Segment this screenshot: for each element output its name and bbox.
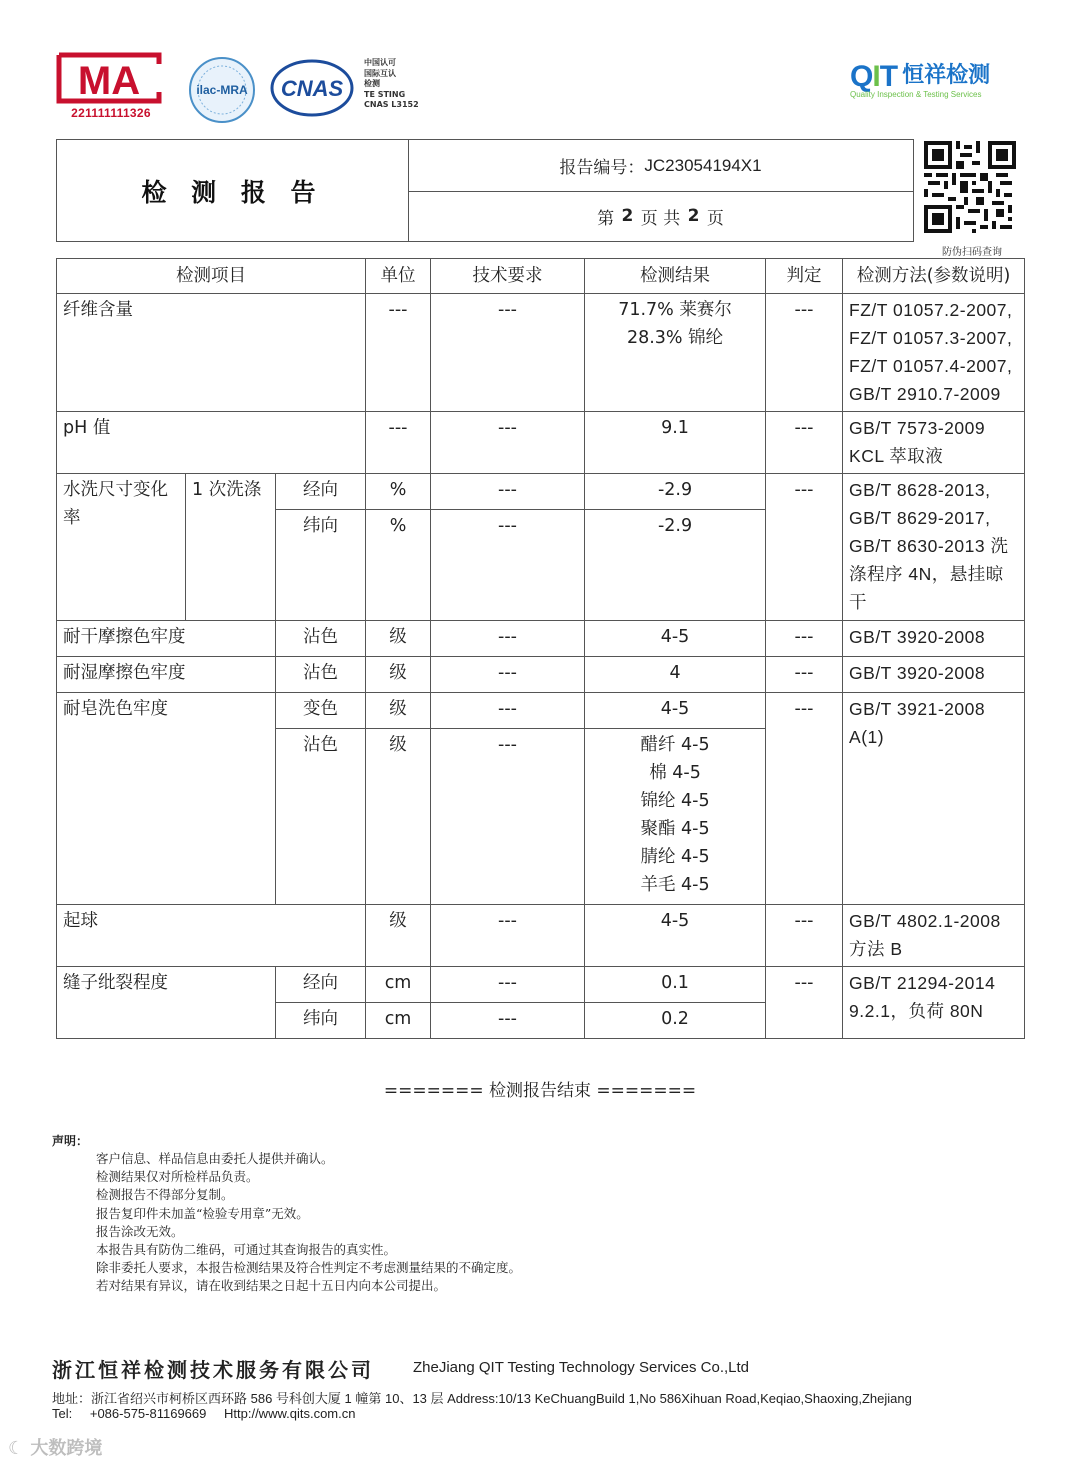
table-row: 纬向 % --- -2.9 xyxy=(57,510,1025,621)
table-row: 起球 级 --- 4-5 --- GB/T 4802.1-2008 方法 B xyxy=(57,905,1025,967)
declaration-line: 客户信息、样品信息由委托人提供并确认。 xyxy=(96,1151,334,1166)
declaration-line: 报告复印件未加盖“检验专用章”无效。 xyxy=(96,1205,309,1221)
item-name: 缝子纰裂程度 xyxy=(57,967,276,1039)
item-name: 耐干摩擦色牢度 xyxy=(57,621,276,657)
cnas-caption: 中国认可 国际互认 检测 TE STING CNAS L3152 xyxy=(364,58,419,109)
watermark: ☾ 大数跨境 xyxy=(8,1438,103,1459)
ilac-mra-logo xyxy=(188,56,256,124)
contact-row: Tel: +086-575-81169669 Http://www.qits.com.cn xyxy=(52,1406,356,1421)
report-number-row: 报告编号： JC23054194X1 xyxy=(408,140,913,192)
qit-brand: 恒祥检测 xyxy=(902,63,991,88)
declaration-title: 声明： xyxy=(52,1134,89,1148)
svg-text:CNAS: CNAS xyxy=(280,76,344,101)
method-cell: GB/T 4802.1-2008 方法 B xyxy=(843,905,1025,967)
cma-logo xyxy=(56,52,162,104)
table-row: 耐湿摩擦色牢度 沾色 级 --- 4 --- GB/T 3920-2008 xyxy=(57,657,1025,693)
declaration-line: 除非委托人要求，本报告检测结果及符合性判定不考虑测量结果的不确定度。 xyxy=(96,1260,522,1276)
header-method: 检测方法(参数说明) xyxy=(843,259,1025,294)
declaration-line: 若对结果有异议，请在收到结果之日起十五日内向本公司提出。 xyxy=(96,1278,447,1294)
test-results-table xyxy=(56,258,1025,1039)
item-name: 耐皂洗色牢度 xyxy=(57,693,276,905)
phone-number: +086-575-81169669 xyxy=(89,1406,207,1421)
header-verdict: 判定 xyxy=(766,259,843,294)
header-requirement: 技术要求 xyxy=(431,259,585,294)
declaration-line: 检测报告不得部分复制。 xyxy=(96,1187,234,1203)
declaration-line: 本报告具有防伪二维码，可通过其查询报告的真实性。 xyxy=(96,1242,397,1258)
table-row: 耐干摩擦色牢度 沾色 级 --- 4-5 --- GB/T 3920-2008 xyxy=(57,621,1025,657)
table-header xyxy=(57,259,1025,294)
method-cell: GB/T 7573-2009 KCL 萃取液 xyxy=(843,412,1025,474)
report-title-box xyxy=(56,139,914,242)
item-name: 水洗尺寸变化率 xyxy=(57,474,186,621)
result-cell: 71.7% 莱赛尔 28.3% 锦纶 xyxy=(585,294,766,412)
header-item: 检测项目 xyxy=(57,259,366,294)
item-name: 纤维含量 xyxy=(57,294,366,412)
method-cell: GB/T 8628-2013, GB/T 8629-2017, GB/T 8630-2013 洗 涤程序 4N，悬挂晾 干 xyxy=(843,474,1025,621)
declaration-line: 报告涂改无效。 xyxy=(96,1223,184,1239)
svg-text:MA: MA xyxy=(77,59,141,103)
qr-caption: 防伪扫码查询 xyxy=(942,247,1002,258)
watermark-icon: ☾ xyxy=(8,1438,25,1459)
report-end-marker: ======= 检测报告结束 ======= xyxy=(383,1081,697,1101)
result-cell: 醋纤 4-5 棉 4-5 锦纶 4-5 聚酯 4-5 腈纶 4-5 羊毛 4-5 xyxy=(585,729,766,905)
cnas-logo xyxy=(270,58,354,118)
qit-tagline: Quality Inspection & Testing Services xyxy=(850,90,982,99)
company-name-en: ZheJiang QIT Testing Technology Services Co.,Ltd xyxy=(413,1359,750,1376)
declaration-line: 检测结果仅对所检样品负责。 xyxy=(96,1169,259,1185)
cma-number: 221111111326 xyxy=(71,106,151,120)
item-name: pH 值 xyxy=(57,412,366,474)
company-name-cn: 浙江恒祥检测技术服务有限公司 xyxy=(52,1358,374,1382)
table-row: 纬向 cm --- 0.2 xyxy=(57,1003,1025,1039)
method-cell: GB/T 21294-2014 9.2.1，负荷 80N xyxy=(843,967,1025,1039)
table-row: 缝子纰裂程度 经向 cm --- 0.1 --- GB/T 21294-2014 9.2.1，负荷 80N xyxy=(57,967,1025,1003)
table-row: 纤维含量 --- --- 71.7% 莱赛尔 28.3% 锦纶 --- FZ/T 01057.2-2007, FZ/T 01057.3-2007, FZ/T 01057.4-2007, GB/T 2910.7-2009 xyxy=(57,294,1025,412)
report-number: JC23054194X1 xyxy=(644,155,762,175)
item-name: 起球 xyxy=(57,905,366,967)
wash-cycles: 1 次洗涤 xyxy=(186,474,276,621)
table-row: 水洗尺寸变化率 1 次洗涤 经向 % --- -2.9 --- GB/T 8628-2013, GB/T 8629-2017, GB/T 8630-2013 洗 涤程序 4N，悬挂晾 干 xyxy=(57,474,1025,510)
table-row: pH 值 --- --- 9.1 --- GB/T 7573-2009 KCL 萃取液 xyxy=(57,412,1025,474)
company-address: 地址：浙江省绍兴市柯桥区西环路 586 号科创大厦 1 幢第 10、13 层 Address:10/13 KeChuangBuild 1,No 586Xihuan Road,Keqiao,Shaoxing,Zhejiang xyxy=(52,1391,912,1406)
svg-text:ilac-MRA: ilac-MRA xyxy=(196,83,248,97)
header-result: 检测结果 xyxy=(585,259,766,294)
page-indicator: 第 2 页 共 2 页 xyxy=(597,206,724,229)
item-name: 耐湿摩擦色牢度 xyxy=(57,657,276,693)
method-cell: GB/T 3921-2008 A(1) xyxy=(843,693,1025,905)
qr-code xyxy=(924,141,1016,233)
method-cell: FZ/T 01057.2-2007, FZ/T 01057.3-2007, FZ/T 01057.4-2007, GB/T 2910.7-2009 xyxy=(843,294,1025,412)
qit-logo: QIT 恒祥检测 Quality Inspection & Testing Services xyxy=(850,58,1020,108)
header-unit: 单位 xyxy=(366,259,431,294)
website-link[interactable]: Http://www.qits.com.cn xyxy=(224,1406,356,1421)
declaration-list xyxy=(96,1150,521,1296)
table-row: 耐皂洗色牢度 变色 级 --- 4-5 --- GB/T 3921-2008 A(1) xyxy=(57,693,1025,729)
table-row: 沾色 级 --- 醋纤 4-5 棉 4-5 锦纶 4-5 聚酯 4-5 腈纶 4-5 羊毛 4-5 xyxy=(57,729,1025,905)
report-title: 检 测 报 告 xyxy=(57,140,409,241)
